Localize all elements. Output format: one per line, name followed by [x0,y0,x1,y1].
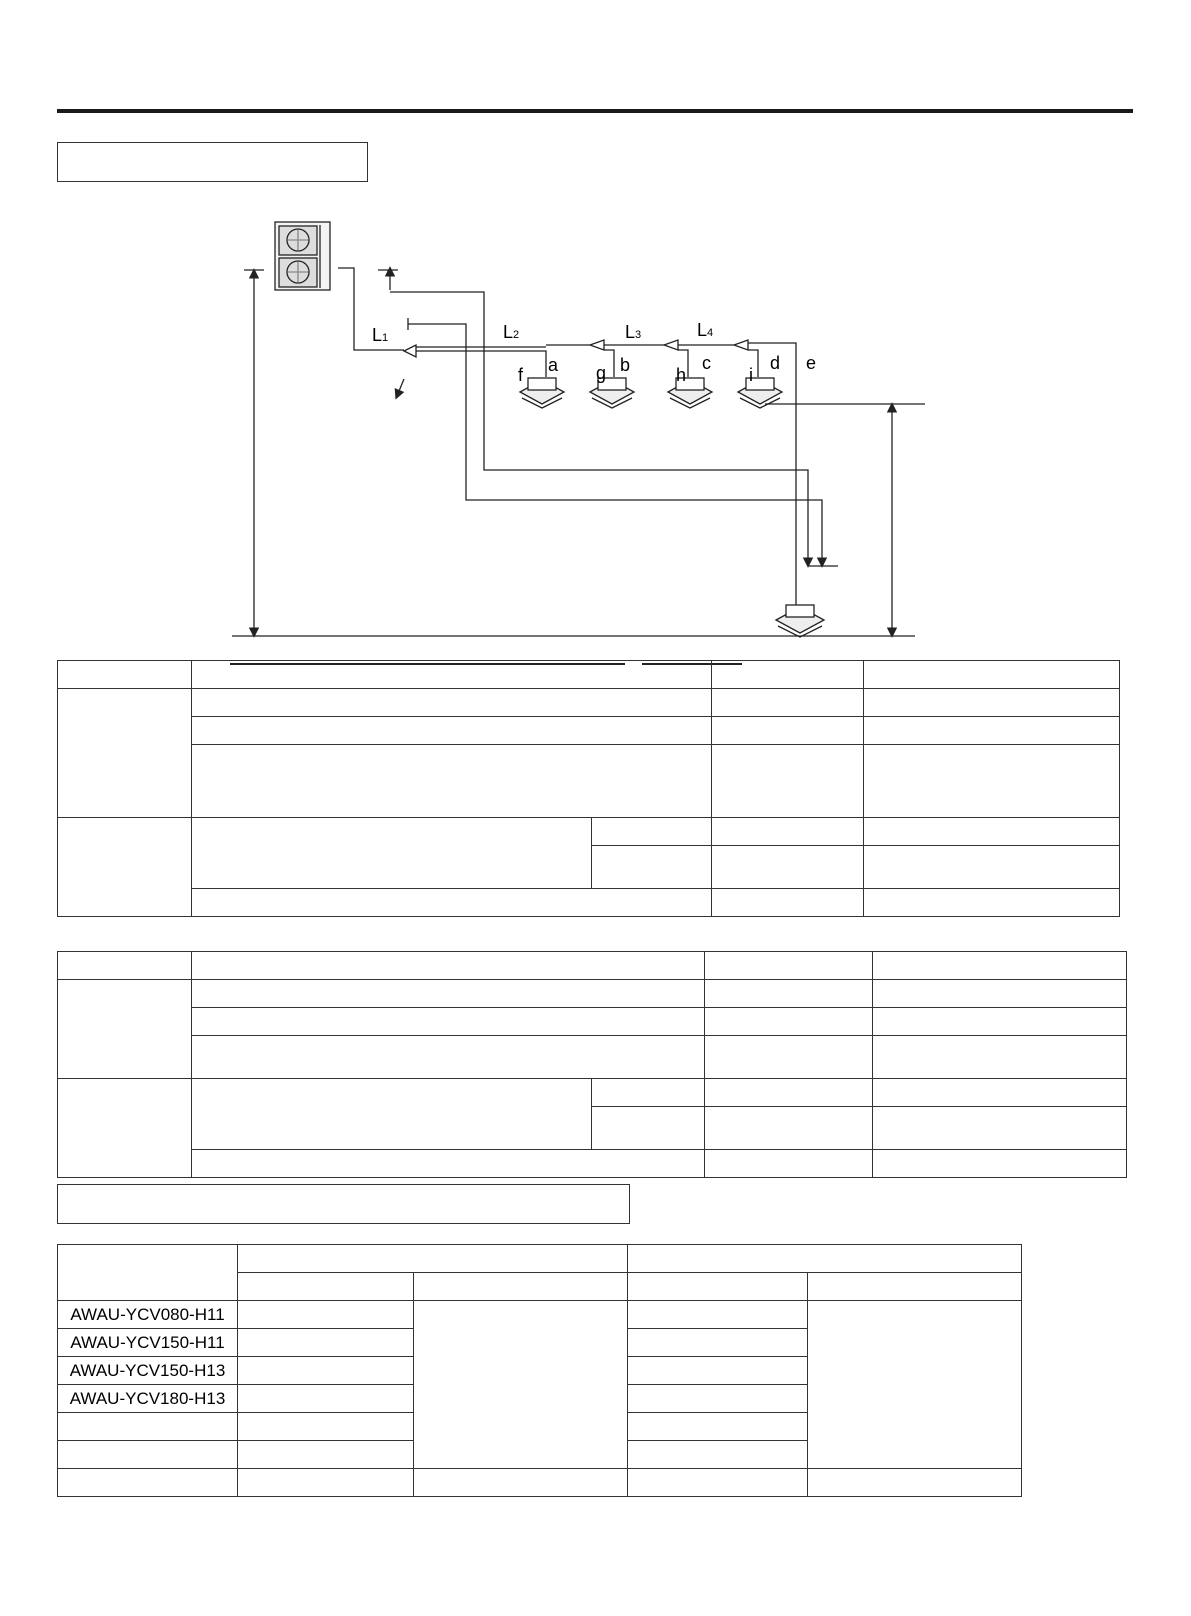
table-2 [57,951,1127,1178]
label-l3: L3 [625,322,642,342]
label-i: i [749,365,753,385]
label-d: d [770,353,781,373]
label-l4: L4 [697,320,714,340]
table-row [58,1301,1022,1329]
models-table [57,1244,1022,1497]
model-name: AWAU-YCV180-H13 [58,1385,238,1413]
label-h: h [676,365,687,385]
model-name: AWAU-YCV150-H13 [58,1357,238,1385]
model-name: AWAU-YCV150-H11 [58,1329,238,1357]
label-f: f [518,365,524,385]
model-name: AWAU-YCV080-H11 [58,1301,238,1329]
label-e: e [806,353,817,373]
label-g: g [596,363,607,383]
table-row [58,1469,1022,1497]
table-1-top-lines [0,0,1191,670]
section-title-box-2 [57,1184,630,1224]
label-l1: L1 [372,325,389,345]
table-1 [57,660,1120,917]
label-b: b [620,355,631,375]
label-c: c [702,353,711,373]
label-l2: L2 [503,322,520,342]
label-a: a [548,355,559,375]
